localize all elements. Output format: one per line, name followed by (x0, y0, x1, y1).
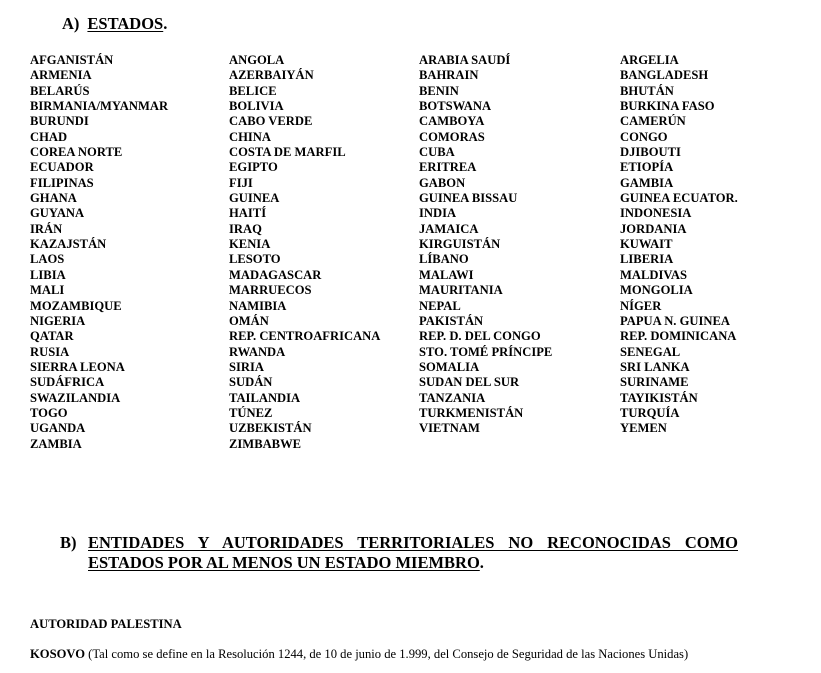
state-list-item: LAOS (30, 252, 65, 267)
state-list-item: NEPAL (419, 298, 461, 313)
state-list-item: ARGELIA (620, 53, 679, 67)
state-list-item: ETIOPÍA (620, 160, 674, 175)
state-list-item: BELARÚS (30, 83, 90, 98)
state-list-item: GHANA (30, 191, 77, 206)
section-b-label: B) (60, 533, 77, 552)
state-list-item: TANZANIA (419, 390, 486, 405)
state-list-item: REP. D. DEL CONGO (419, 329, 541, 344)
state-list-item: LIBERIA (620, 252, 674, 267)
state-list-item: ZIMBABWE (229, 436, 302, 451)
state-list-item: JORDANIA (620, 221, 687, 236)
entity-kosovo-note: (Tal como se define en la Resolución 1244, de 10 de junio de 1.999, del Consejo de Seguridad de las Naciones Unidas) (85, 647, 689, 661)
state-list-item: SWAZILANDIA (30, 390, 121, 405)
state-list-item: CHAD (30, 129, 68, 144)
state-list-item: OMÁN (229, 313, 269, 328)
state-list-item: COMORAS (419, 129, 485, 144)
section-b-title-line-1: ENTIDADES Y AUTORIDADES TERRITORIALES NO RECONOCIDAS COMO (88, 533, 738, 552)
state-list-item: CAMBOYA (419, 114, 485, 129)
state-list-item: TURQUÍA (620, 405, 680, 420)
section-a-label: A) (62, 14, 80, 33)
section-a-heading (62, 14, 167, 33)
state-list-item: AFGANISTÁN (30, 53, 114, 67)
state-list-item: TOGO (30, 405, 68, 420)
state-list-item: MARRUECOS (229, 283, 312, 298)
state-list-item: FILIPINAS (30, 175, 94, 190)
state-list-item: MOZAMBIQUE (30, 298, 122, 313)
state-list-item: GABON (419, 175, 466, 190)
state-list-item: CABO VERDE (229, 114, 313, 129)
state-list-item: GUYANA (30, 206, 85, 221)
section-a-title: ESTADOS (87, 14, 164, 33)
state-list-item: MALI (30, 283, 65, 298)
state-list-item: EGIPTO (229, 160, 278, 175)
section-a-suffix: . (163, 14, 168, 33)
state-list-item: BELICE (229, 83, 277, 98)
state-list-item: BANGLADESH (620, 68, 709, 83)
state-list-item: REP. DOMINICANA (620, 329, 737, 344)
state-list-item: IRAQ (229, 221, 262, 236)
state-list-item: BENIN (419, 83, 459, 98)
state-list-item: GAMBIA (620, 175, 674, 190)
state-list-item: LIBIA (30, 267, 66, 282)
section-b-heading (88, 533, 738, 572)
state-list-item: SRI LANKA (620, 359, 690, 374)
entity-autoridad-palestina: AUTORIDAD PALESTINA (30, 617, 182, 631)
state-list-item: AZERBAIYÁN (229, 68, 314, 83)
state-list-item: ERITREA (419, 160, 477, 175)
state-list-item: RWANDA (229, 344, 286, 359)
state-list-item: BURKINA FASO (620, 99, 715, 114)
state-list-item: SUDÁN (229, 375, 273, 390)
state-list-item: UZBEKISTÁN (229, 421, 312, 436)
state-list-item: INDONESIA (620, 206, 692, 221)
state-list-item: ARABIA SAUDÍ (419, 53, 511, 67)
section-b-suffix: . (479, 552, 484, 572)
state-list-item: SUDAN DEL SUR (419, 375, 520, 390)
state-list-item: FIJI (229, 175, 253, 190)
state-list-item: NIGERIA (30, 313, 86, 328)
state-list-item: TURKMENISTÁN (419, 405, 524, 420)
state-list-item: VIETNAM (419, 421, 480, 436)
states-column-1 (30, 53, 168, 452)
state-list-item: MADAGASCAR (229, 267, 322, 282)
state-list-item: BOLIVIA (229, 99, 284, 114)
state-list-item: CAMERÚN (620, 114, 686, 129)
state-list-item: CHINA (229, 129, 271, 144)
state-list-item: BHUTÁN (620, 83, 674, 98)
state-list-item: SOMALIA (419, 359, 480, 374)
state-list-item: BIRMANIA/MYANMAR (30, 99, 169, 114)
state-list-item: COSTA DE MARFIL (229, 145, 346, 160)
state-list-item: BAHRAIN (419, 68, 479, 83)
state-list-item: PAPUA N. GUINEA (620, 313, 730, 328)
state-list-item: STO. TOMÉ PRÍNCIPE (419, 344, 553, 359)
state-list-item: KAZAJSTÁN (30, 237, 107, 252)
state-list-item: CUBA (419, 145, 455, 160)
state-list-item: TAYIKISTÁN (620, 390, 698, 405)
state-list-item: MONGOLIA (620, 283, 693, 298)
state-list-item: CONGO (620, 129, 668, 144)
state-list-item: COREA NORTE (30, 145, 123, 160)
state-list-item: SIERRA LEONA (30, 359, 125, 374)
state-list-item: REP. CENTROAFRICANA (229, 329, 381, 344)
state-list-item: KIRGUISTÁN (419, 237, 501, 252)
state-list-item: INDIA (419, 206, 457, 221)
state-list-item: MALAWI (419, 267, 474, 282)
states-column-3 (419, 53, 552, 437)
state-list-item: ANGOLA (229, 53, 285, 67)
state-list-item: NAMIBIA (229, 298, 287, 313)
entity-kosovo-name: KOSOVO (30, 647, 86, 661)
state-list-item: HAITÍ (229, 206, 267, 221)
state-list-item: MAURITANIA (419, 283, 503, 298)
entity-kosovo (30, 647, 688, 662)
state-list-item: SENEGAL (620, 344, 681, 359)
state-list-item: DJIBOUTI (620, 145, 681, 160)
state-list-item: BURUNDI (30, 114, 89, 129)
state-list-item: KUWAIT (620, 237, 673, 252)
section-b-title-line-2: ESTADOS POR AL MENOS UN ESTADO MIEMBRO (88, 552, 480, 572)
state-list-item: QATAR (30, 329, 74, 344)
state-list-item: KENIA (229, 237, 271, 252)
state-list-item: ECUADOR (30, 160, 94, 175)
state-list-item: YEMEN (620, 421, 667, 436)
states-column-2 (229, 53, 380, 452)
state-list-item: NÍGER (620, 298, 662, 313)
state-list-item: BOTSWANA (419, 99, 492, 114)
state-list-item: IRÁN (30, 221, 63, 236)
state-list-item: TÚNEZ (229, 405, 273, 420)
state-list-item: UGANDA (30, 421, 86, 436)
state-list-item: ARMENIA (30, 68, 92, 83)
state-list-item: LESOTO (229, 252, 281, 267)
state-list-item: SIRIA (229, 359, 264, 374)
state-list-item: SURINAME (620, 375, 689, 390)
states-column-4 (620, 53, 738, 437)
state-list-item: JAMAICA (419, 221, 479, 236)
state-list-item: RUSIA (30, 344, 70, 359)
state-list-item: SUDÁFRICA (30, 375, 105, 390)
state-list-item: ZAMBIA (30, 436, 82, 451)
state-list-item: GUINEA ECUATOR. (620, 191, 738, 206)
state-list-item: GUINEA BISSAU (419, 191, 518, 206)
state-list-item: MALDIVAS (620, 267, 687, 282)
state-list-item: TAILANDIA (229, 390, 301, 405)
state-list-item: GUINEA (229, 191, 280, 206)
state-list-item: PAKISTÁN (419, 313, 484, 328)
state-list-item: LÍBANO (419, 252, 469, 267)
